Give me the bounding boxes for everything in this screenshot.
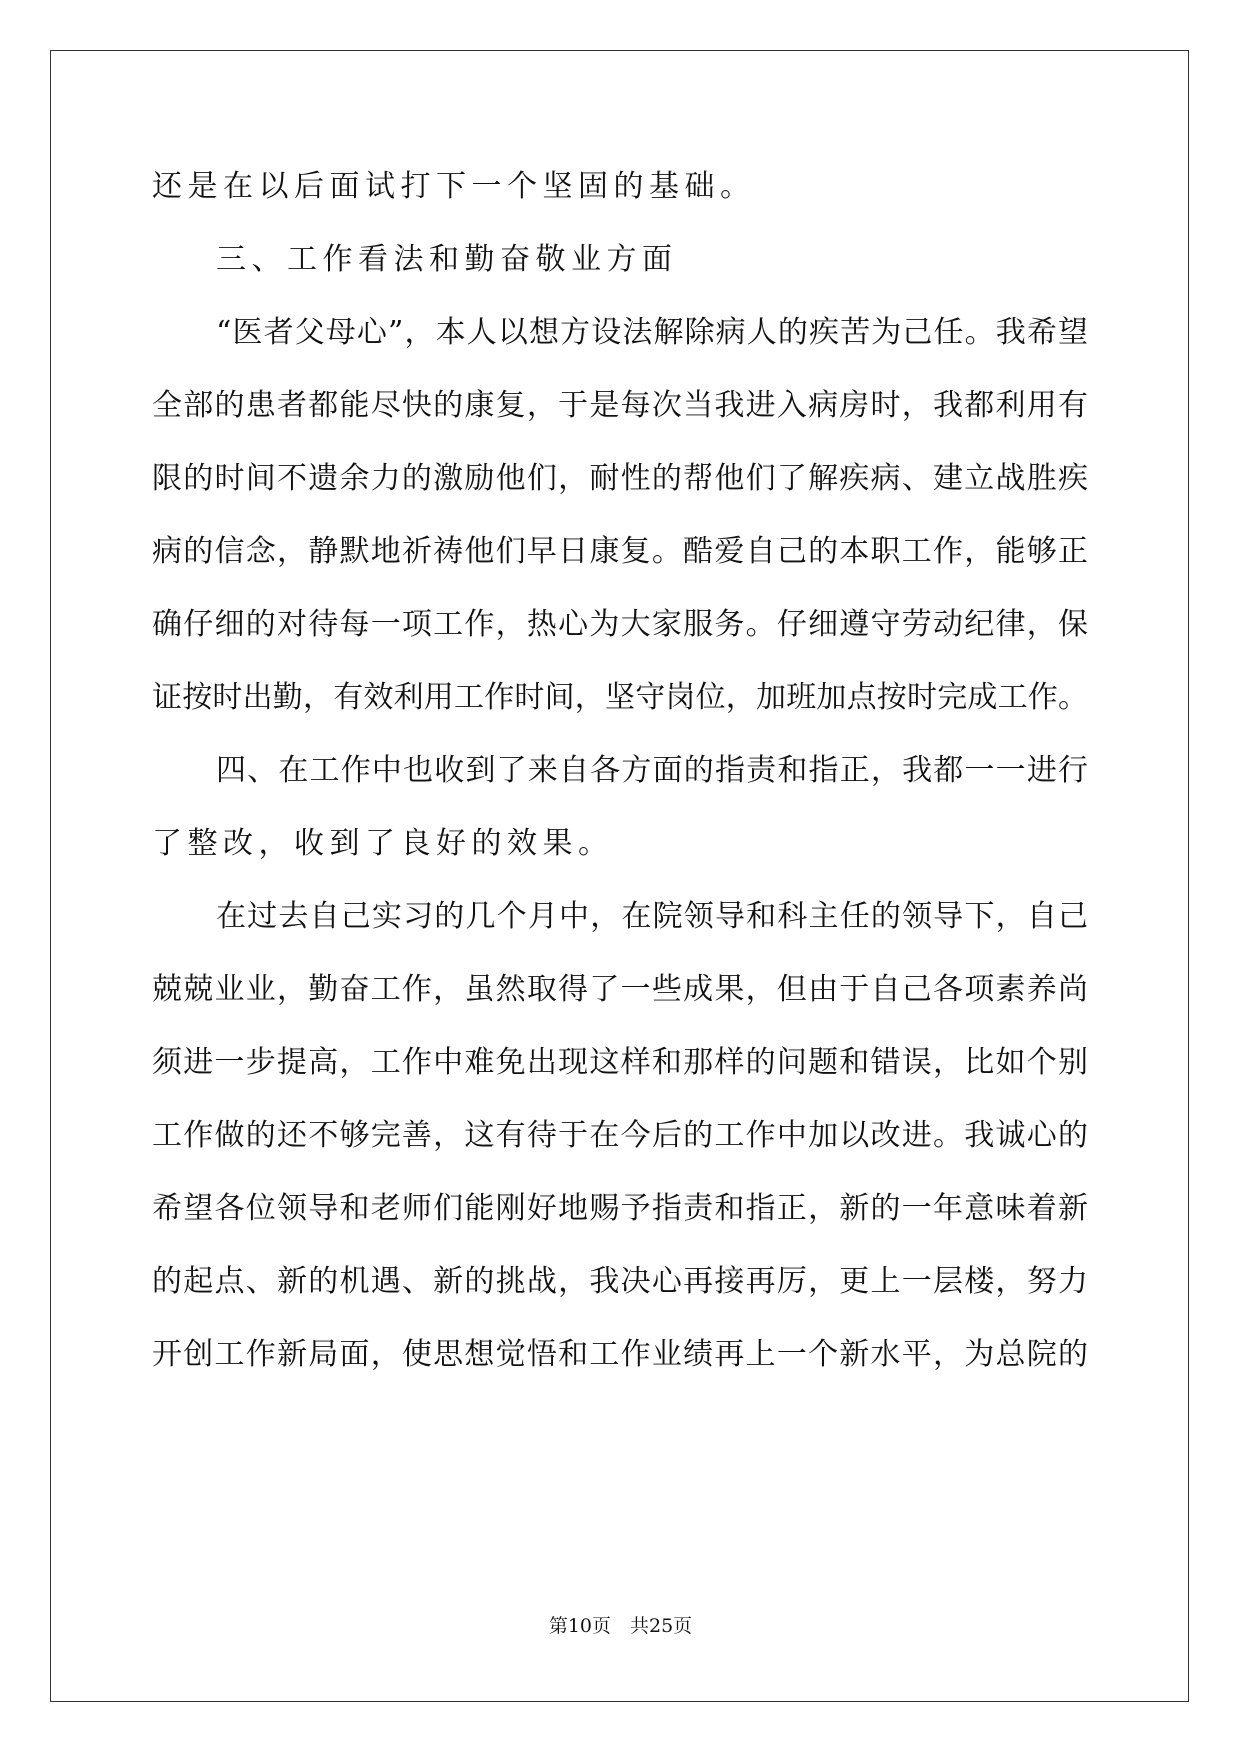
text-line: 希望各位领导和老师们能刚好地赐予指责和指正，新的一年意味着新 [152,1191,1088,1226]
text-line: 的起点、新的机遇、新的挑战，我决心再接再厉，更上一层楼，努力 [152,1264,1088,1299]
text-line: 须进一步提高，工作中难免出现这样和那样的问题和错误，比如个别 [152,1045,1088,1080]
text-line: 工作做的还不够完善，这有待于在今后的工作中加以改进。我诚心的 [152,1118,1088,1153]
text-line: “医者父母心”，本人以想方设法解除病人的疾苦为己任。我希望 [216,315,1088,350]
section-heading: 四、在工作中也收到了来自各方面的指责和指正，我都一一进行 [216,753,1088,788]
page-number-footer: 第10页 共25页 [548,1615,693,1637]
text-line: 了整改，收到了良好的效果。 [152,826,614,861]
text-line: 确仔细的对待每一项工作，热心为大家服务。仔细遵守劳动纪律，保 [152,607,1088,642]
text-line: 证按时出勤，有效利用工作时间，坚守岗位，加班加点按时完成工作。 [152,680,1088,715]
text-line: 病的信念，静默地祈祷他们早日康复。酷爱自己的本职工作，能够正 [152,534,1088,569]
text-line: 限的时间不遗余力的激励他们，耐性的帮他们了解疾病、建立战胜疾 [152,461,1088,496]
text-line: 全部的患者都能尽快的康复，于是每次当我进入病房时，我都利用有 [152,388,1088,423]
text-line: 还是在以后面试打下一个坚固的基础。 [152,169,756,204]
text-line: 兢兢业业，勤奋工作，虽然取得了一些成果，但由于自己各项素养尚 [152,972,1088,1007]
section-heading: 三、工作看法和勤奋敬业方面 [216,242,678,277]
text-line: 在过去自己实习的几个月中，在院领导和科主任的领导下，自己 [216,899,1088,934]
page-border [50,50,1189,1702]
text-line: 开创工作新局面，使思想觉悟和工作业绩再上一个新水平，为总院的 [152,1337,1088,1372]
